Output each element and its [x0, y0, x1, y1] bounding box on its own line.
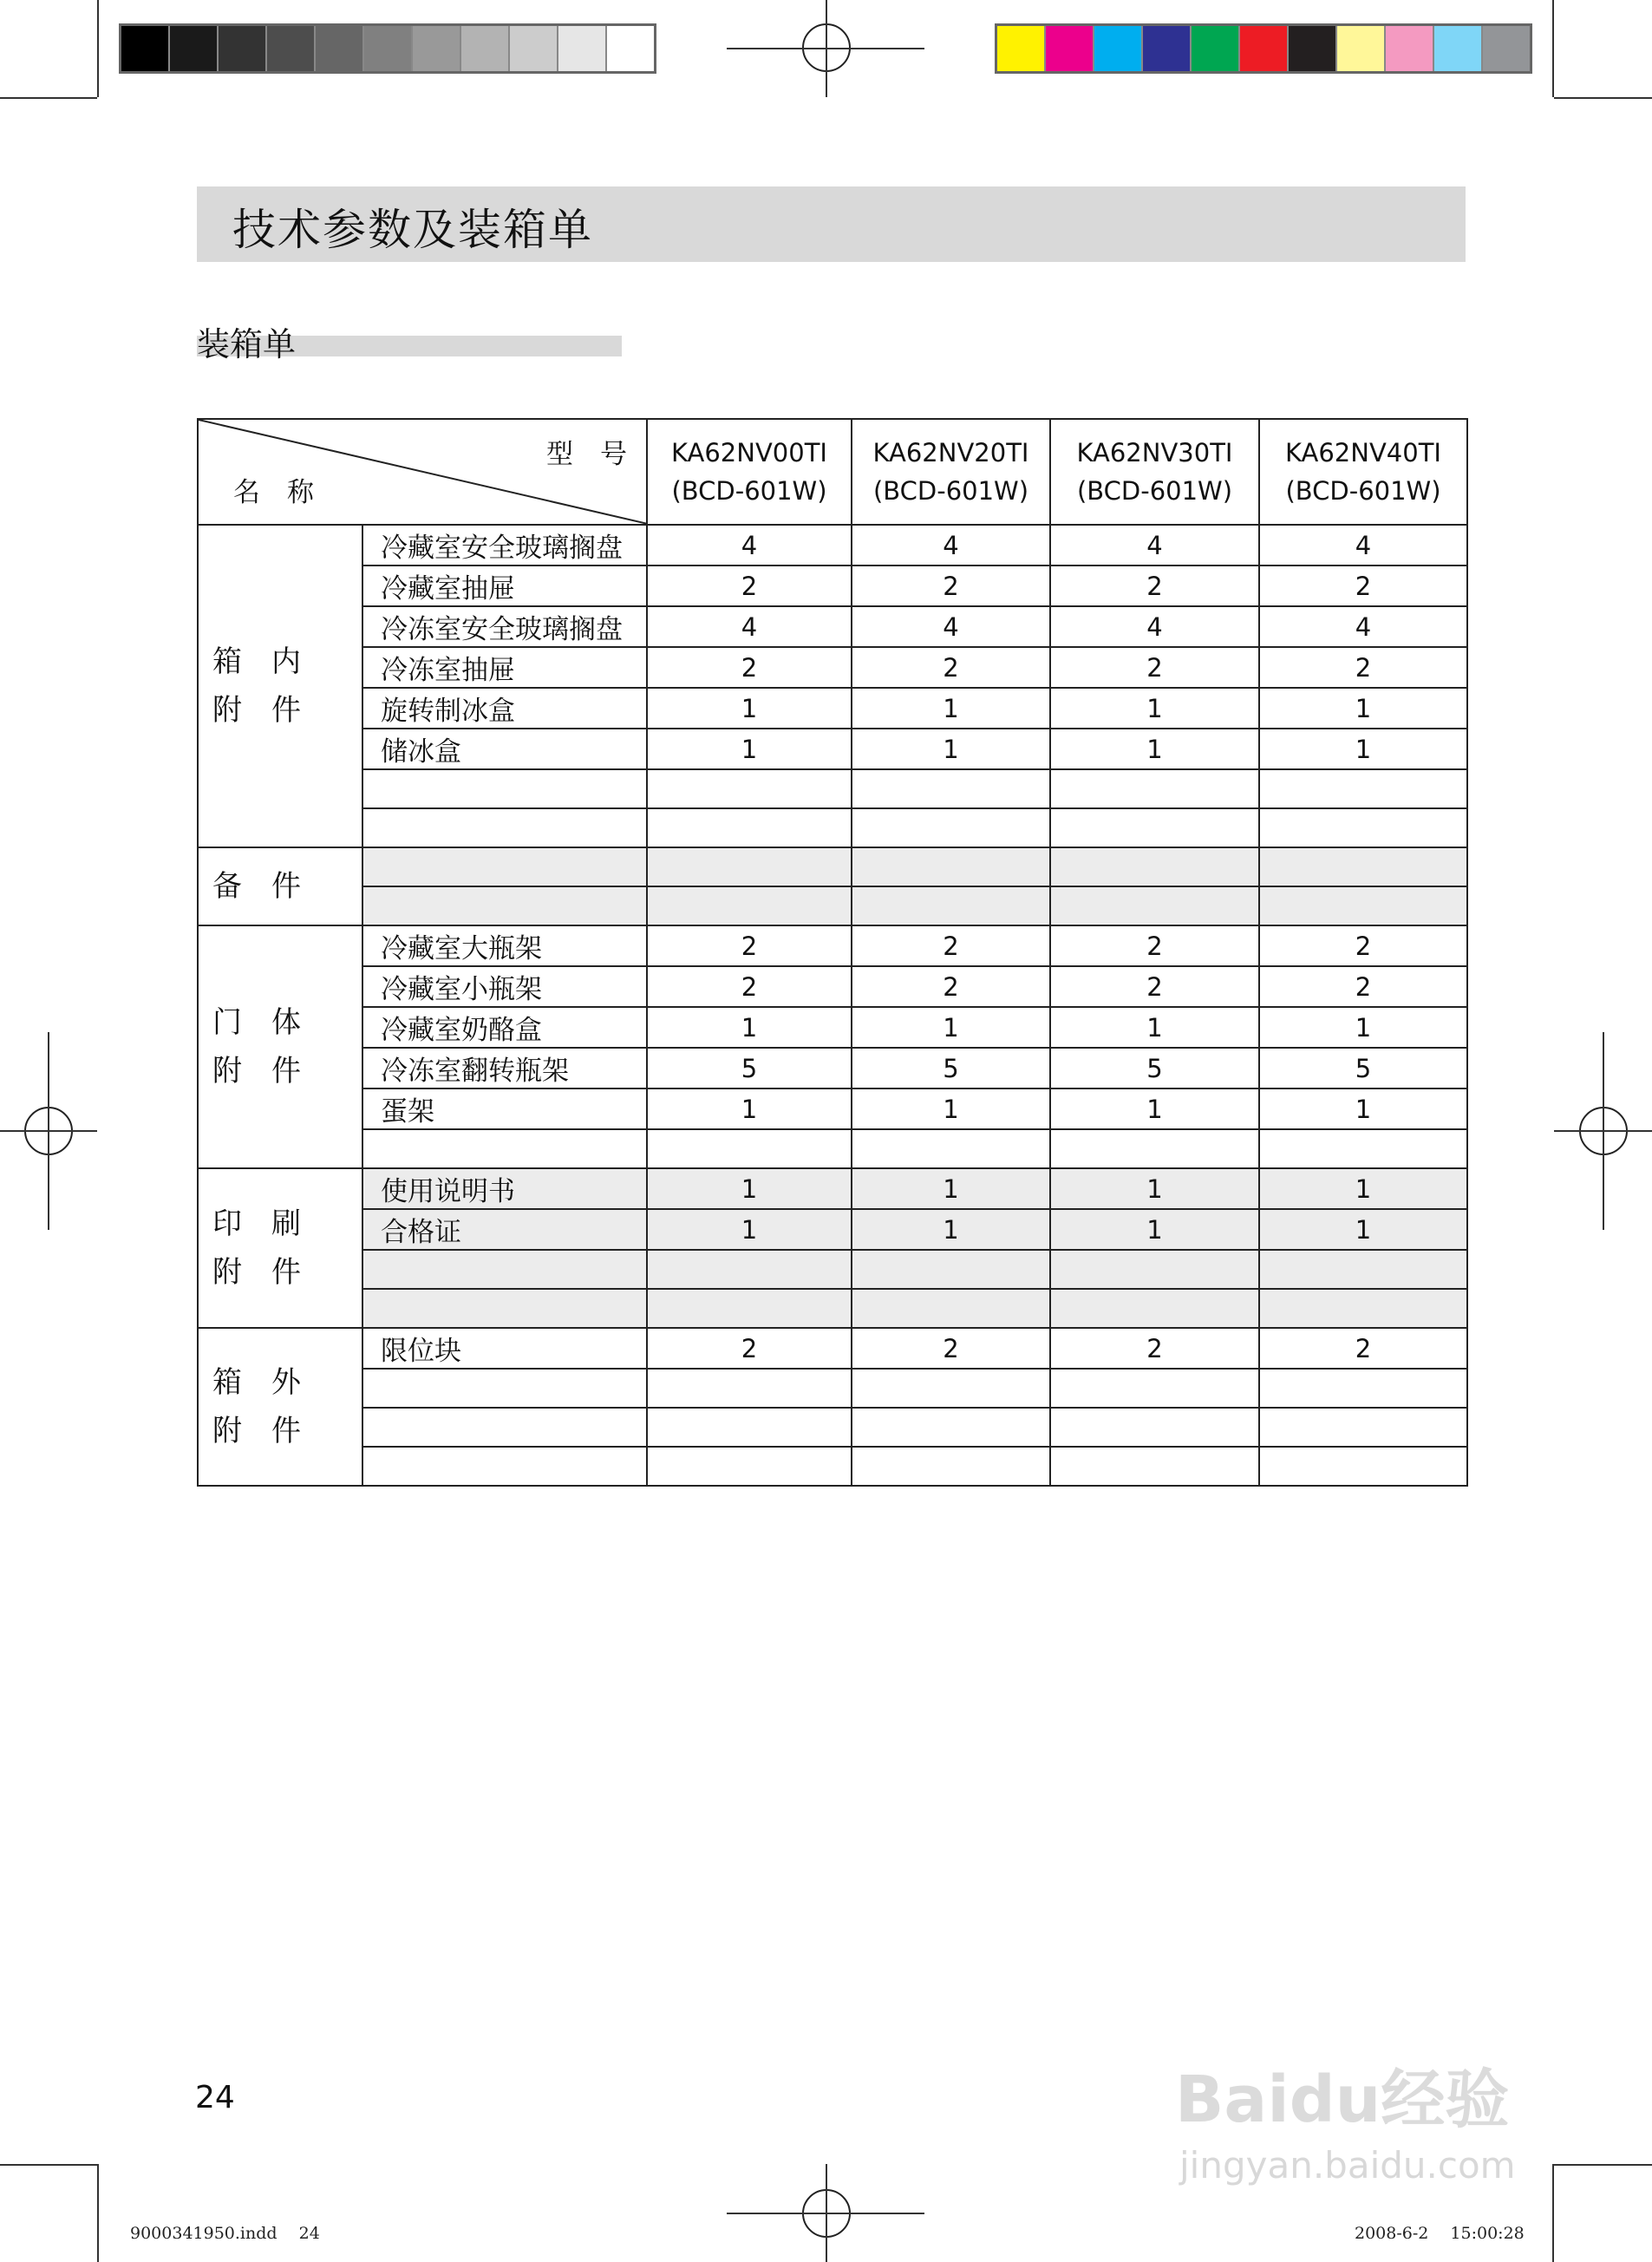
- quantity-cell: 2: [852, 925, 1050, 966]
- quantity-cell: 5: [1050, 1048, 1259, 1089]
- item-name: 蛋架: [362, 1089, 647, 1129]
- gray-swatch: [170, 26, 219, 71]
- table-row: [198, 1168, 1467, 1209]
- color-swatch: [1240, 26, 1289, 71]
- category-cell: [198, 1328, 362, 1486]
- page-title: 技术参数及装箱单: [232, 205, 593, 255]
- model-code: KA62NV40TI: [1285, 438, 1441, 467]
- quantity-cell: [852, 1408, 1050, 1447]
- quantity-cell: 1: [1259, 1209, 1467, 1250]
- model-code: KA62NV00TI: [671, 438, 827, 467]
- category-label: 门 体: [212, 1005, 301, 1040]
- quantity-cell: [1050, 1408, 1259, 1447]
- category-label: 附 件: [212, 1414, 301, 1448]
- quantity-cell: 4: [1050, 606, 1259, 647]
- quantity-cell: [1259, 1408, 1467, 1447]
- quantity-cell: [1050, 1129, 1259, 1168]
- color-swatch: [1386, 26, 1434, 71]
- table-row: [198, 1209, 1467, 1250]
- gray-swatch: [121, 26, 170, 71]
- quantity-cell: 2: [1050, 925, 1259, 966]
- model-code: KA62NV20TI: [872, 438, 1029, 467]
- table-row: [198, 1447, 1467, 1486]
- quantity-cell: 1: [1050, 688, 1259, 729]
- page-number: 24: [195, 2080, 235, 2115]
- item-name: 冷藏室小瓶架: [362, 966, 647, 1007]
- item-name: [362, 1129, 647, 1168]
- packing-list-table: [197, 418, 1468, 1487]
- table-row: [198, 925, 1467, 966]
- gray-swatch: [558, 26, 607, 71]
- table-row: [198, 886, 1467, 925]
- grayscale-calibration-bar: [119, 23, 656, 74]
- quantity-cell: 1: [1259, 1168, 1467, 1209]
- table-row: [198, 1369, 1467, 1408]
- quantity-cell: [647, 1250, 852, 1289]
- table-row: [198, 1328, 1467, 1369]
- quantity-cell: 1: [1050, 1007, 1259, 1048]
- color-swatch: [1289, 26, 1337, 71]
- item-name: [362, 1447, 647, 1486]
- gray-swatch: [461, 26, 510, 71]
- quantity-cell: 2: [1259, 566, 1467, 606]
- quantity-cell: 1: [647, 1089, 852, 1129]
- table-row: [198, 1289, 1467, 1328]
- item-name: 限位块: [362, 1328, 647, 1369]
- quantity-cell: 2: [647, 966, 852, 1007]
- quantity-cell: [1050, 886, 1259, 925]
- quantity-cell: [647, 769, 852, 808]
- color-swatch: [997, 26, 1046, 71]
- quantity-cell: 4: [1050, 525, 1259, 566]
- quantity-cell: 1: [1050, 729, 1259, 769]
- quantity-cell: 1: [852, 729, 1050, 769]
- quantity-cell: [852, 769, 1050, 808]
- category-label: 附 件: [212, 1054, 301, 1089]
- watermark-logo: Baidu经验: [1175, 2063, 1510, 2137]
- quantity-cell: 2: [852, 566, 1050, 606]
- color-swatch: [1337, 26, 1386, 71]
- quantity-cell: 1: [647, 688, 852, 729]
- quantity-cell: 1: [647, 1209, 852, 1250]
- category-cell: [198, 847, 362, 925]
- quantity-cell: 1: [852, 688, 1050, 729]
- model-header-3: [1259, 419, 1467, 525]
- quantity-cell: [1259, 1369, 1467, 1408]
- quantity-cell: [647, 1129, 852, 1168]
- footer-timestamp: 2008-6-2 15:00:28: [1355, 2224, 1525, 2243]
- quantity-cell: 1: [1259, 1089, 1467, 1129]
- table-row: [198, 1408, 1467, 1447]
- quantity-cell: 4: [647, 606, 852, 647]
- quantity-cell: [1050, 1289, 1259, 1328]
- color-swatch: [1143, 26, 1192, 71]
- quantity-cell: 2: [1259, 966, 1467, 1007]
- quantity-cell: 2: [647, 1328, 852, 1369]
- quantity-cell: 1: [852, 1089, 1050, 1129]
- gray-swatch: [413, 26, 461, 71]
- quantity-cell: [1259, 769, 1467, 808]
- table-header-row: [198, 419, 1467, 525]
- quantity-cell: [1259, 847, 1467, 886]
- item-name: 冷藏室大瓶架: [362, 925, 647, 966]
- table-row: [198, 566, 1467, 606]
- quantity-cell: 1: [1259, 688, 1467, 729]
- table-row: [198, 647, 1467, 688]
- quantity-cell: 5: [852, 1048, 1050, 1089]
- quantity-cell: 4: [1259, 525, 1467, 566]
- table-row: [198, 1007, 1467, 1048]
- quantity-cell: [1050, 1369, 1259, 1408]
- quantity-cell: [1050, 847, 1259, 886]
- category-label: 备 件: [212, 869, 301, 904]
- model-sub: (BCD-601W): [1076, 476, 1233, 506]
- color-swatch: [1483, 26, 1530, 71]
- quantity-cell: 5: [1259, 1048, 1467, 1089]
- quantity-cell: 1: [647, 729, 852, 769]
- table-row: [198, 808, 1467, 847]
- quantity-cell: [1050, 1250, 1259, 1289]
- quantity-cell: [1050, 808, 1259, 847]
- diagonal-header-cell: [198, 419, 647, 525]
- quantity-cell: [852, 886, 1050, 925]
- item-name: 合格证: [362, 1209, 647, 1250]
- model-code: KA62NV30TI: [1076, 438, 1233, 467]
- table-row: [198, 525, 1467, 566]
- table-row: [198, 606, 1467, 647]
- quantity-cell: [1259, 1129, 1467, 1168]
- quantity-cell: 1: [1050, 1209, 1259, 1250]
- item-name: [362, 808, 647, 847]
- table-row: [198, 688, 1467, 729]
- section-subtitle: 装箱单: [197, 325, 297, 363]
- item-name: 冷藏室奶酪盒: [362, 1007, 647, 1048]
- quantity-cell: 4: [647, 525, 852, 566]
- quantity-cell: [852, 1250, 1050, 1289]
- table-row: [198, 1250, 1467, 1289]
- item-name: 冷冻室抽屉: [362, 647, 647, 688]
- quantity-cell: [1259, 1250, 1467, 1289]
- gray-swatch: [607, 26, 654, 71]
- watermark-url: jingyan.baidu.com: [1179, 2144, 1516, 2187]
- quantity-cell: 1: [647, 1007, 852, 1048]
- model-header-1: [852, 419, 1050, 525]
- quantity-cell: 1: [1259, 729, 1467, 769]
- quantity-cell: 1: [852, 1209, 1050, 1250]
- quantity-cell: [1050, 1447, 1259, 1486]
- quantity-cell: [852, 808, 1050, 847]
- table-row: [198, 769, 1467, 808]
- gray-swatch: [364, 26, 413, 71]
- item-name: 储冰盒: [362, 729, 647, 769]
- quantity-cell: 2: [647, 647, 852, 688]
- quantity-cell: [852, 1129, 1050, 1168]
- category-cell: [198, 525, 362, 847]
- header-name-label: 名 称: [233, 477, 314, 508]
- quantity-cell: 4: [852, 606, 1050, 647]
- item-name: [362, 886, 647, 925]
- quantity-cell: [647, 886, 852, 925]
- item-name: [362, 847, 647, 886]
- category-label: 附 件: [212, 1255, 301, 1290]
- category-label: 附 件: [212, 693, 301, 728]
- item-name: 冷藏室抽屉: [362, 566, 647, 606]
- quantity-cell: 2: [1259, 647, 1467, 688]
- item-name: 旋转制冰盒: [362, 688, 647, 729]
- category-label: 印 刷: [212, 1206, 301, 1241]
- quantity-cell: [1050, 769, 1259, 808]
- color-swatch: [1094, 26, 1143, 71]
- quantity-cell: 2: [1050, 966, 1259, 1007]
- item-name: [362, 1408, 647, 1447]
- model-sub: (BCD-601W): [872, 476, 1029, 506]
- model-sub: (BCD-601W): [671, 476, 827, 506]
- quantity-cell: 2: [1259, 925, 1467, 966]
- quantity-cell: 4: [852, 525, 1050, 566]
- quantity-cell: [852, 1447, 1050, 1486]
- color-swatch: [1434, 26, 1483, 71]
- quantity-cell: [647, 808, 852, 847]
- table-row: [198, 966, 1467, 1007]
- item-name: [362, 1369, 647, 1408]
- category-cell: [198, 1168, 362, 1328]
- quantity-cell: [647, 847, 852, 886]
- table-row: [198, 847, 1467, 886]
- quantity-cell: [1259, 808, 1467, 847]
- item-name: [362, 1250, 647, 1289]
- quantity-cell: [852, 1369, 1050, 1408]
- header-model-label: 型 号: [546, 439, 627, 470]
- quantity-cell: 2: [647, 566, 852, 606]
- quantity-cell: 1: [1050, 1168, 1259, 1209]
- quantity-cell: 2: [852, 1328, 1050, 1369]
- quantity-cell: 2: [1050, 1328, 1259, 1369]
- quantity-cell: [1259, 886, 1467, 925]
- color-calibration-bar: [995, 23, 1532, 74]
- quantity-cell: [852, 847, 1050, 886]
- model-header-2: [1050, 419, 1259, 525]
- quantity-cell: 2: [1050, 647, 1259, 688]
- footer-file-info: 9000341950.indd 24: [130, 2224, 320, 2243]
- quantity-cell: 1: [852, 1168, 1050, 1209]
- gray-swatch: [316, 26, 364, 71]
- quantity-cell: [1259, 1289, 1467, 1328]
- quantity-cell: [647, 1289, 852, 1328]
- quantity-cell: 1: [647, 1168, 852, 1209]
- table-row: [198, 729, 1467, 769]
- quantity-cell: 2: [852, 966, 1050, 1007]
- item-name: 冷冻室翻转瓶架: [362, 1048, 647, 1089]
- item-name: [362, 769, 647, 808]
- item-name: 冷冻室安全玻璃搁盘: [362, 606, 647, 647]
- quantity-cell: [647, 1447, 852, 1486]
- quantity-cell: 1: [852, 1007, 1050, 1048]
- color-swatch: [1046, 26, 1094, 71]
- table-row: [198, 1129, 1467, 1168]
- quantity-cell: [647, 1369, 852, 1408]
- category-cell: [198, 925, 362, 1168]
- category-label: 箱 外: [212, 1365, 301, 1400]
- category-label: 箱 内: [212, 644, 301, 679]
- quantity-cell: [1259, 1447, 1467, 1486]
- item-name: 使用说明书: [362, 1168, 647, 1209]
- quantity-cell: 1: [1050, 1089, 1259, 1129]
- model-header-0: [647, 419, 852, 525]
- color-swatch: [1192, 26, 1240, 71]
- item-name: 冷藏室安全玻璃搁盘: [362, 525, 647, 566]
- quantity-cell: 1: [1259, 1007, 1467, 1048]
- gray-swatch: [267, 26, 316, 71]
- quantity-cell: 5: [647, 1048, 852, 1089]
- quantity-cell: 2: [1050, 566, 1259, 606]
- quantity-cell: 4: [1259, 606, 1467, 647]
- gray-swatch: [510, 26, 558, 71]
- quantity-cell: 2: [852, 647, 1050, 688]
- quantity-cell: [852, 1289, 1050, 1328]
- gray-swatch: [219, 26, 267, 71]
- quantity-cell: 2: [647, 925, 852, 966]
- item-name: [362, 1289, 647, 1328]
- table-row: [198, 1089, 1467, 1129]
- table-row: [198, 1048, 1467, 1089]
- quantity-cell: 2: [1259, 1328, 1467, 1369]
- model-sub: (BCD-601W): [1285, 476, 1441, 506]
- quantity-cell: [647, 1408, 852, 1447]
